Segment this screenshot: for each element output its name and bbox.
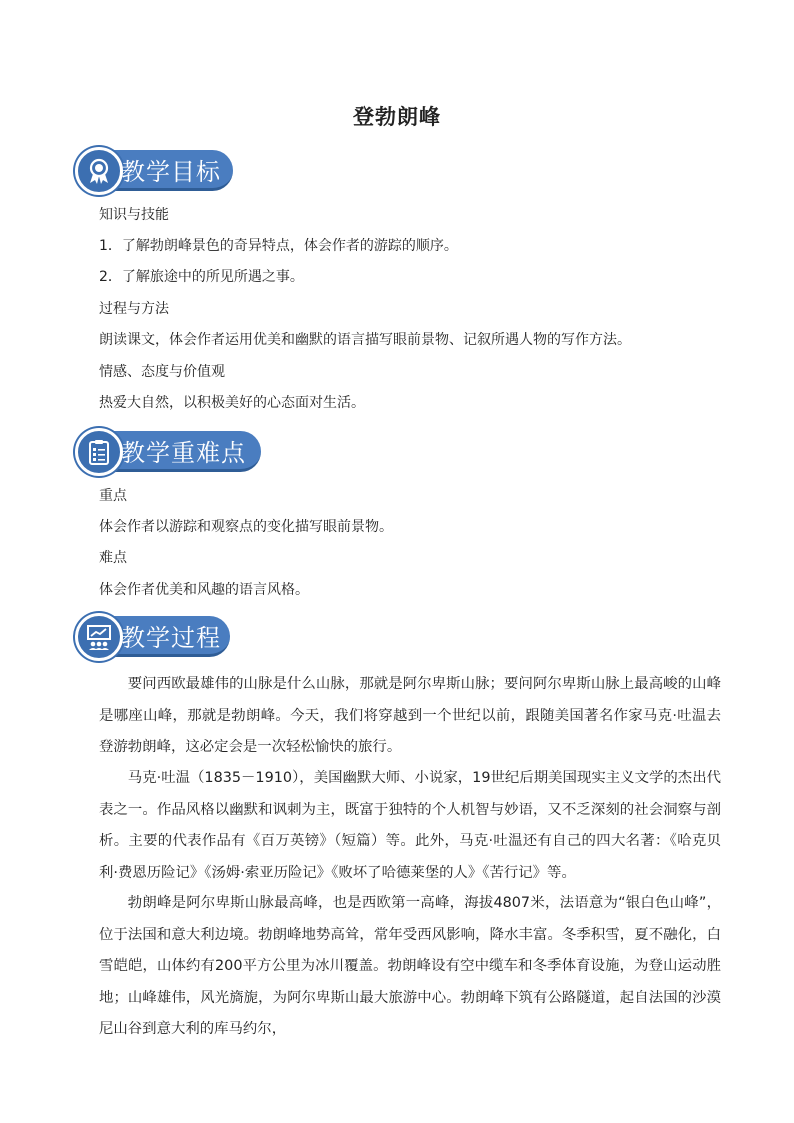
paragraph: 要问西欧最雄伟的山脉是什么山脉，那就是阿尔卑斯山脉；要问阿尔卑斯山脉上最高峻的山峰是哪座山峰，那就是勃朗峰。今天，我们将穿越到一个世纪以前，跟随美国著名作家马克·吐温去登游勃朗峰，这必定会是一次轻松愉快的旅行。	[99, 676, 721, 755]
page-title: 登勃朗峰	[353, 104, 441, 129]
award-icon	[85, 157, 113, 185]
text-line: 知识与技能	[99, 207, 169, 223]
section-heading: 教学过程	[121, 624, 221, 652]
text-line: 朗读课文，体会作者运用优美和幽默的语言描写眼前景物、记叙所遇人物的写作方法。	[99, 332, 631, 348]
paragraph: 勃朗峰是阿尔卑斯山脉最高峰，也是西欧第一高峰，海拔4807米，法语意为“银白色山峰”，位于法国和意大利边境。勃朗峰地势高耸，常年受西风影响，降水丰富。冬季积雪，夏不融化，白雪皑皑，山体约有200平方公里为冰川覆盖。勃朗峰设有空中缆车和冬季体育设施，为登山运动胜地；山峰雄伟，风光旖旎，为阿尔卑斯山最大旅游中心。勃朗峰下筑有公路隧道，起自法国的沙漠尼山谷到意大利的库马约尔，	[99, 895, 721, 1037]
text-line: 体会作者以游踪和观察点的变化描写眼前景物。	[99, 519, 393, 535]
text-line: 重点	[99, 488, 127, 504]
section-heading: 教学目标	[121, 158, 221, 186]
presentation-icon	[85, 623, 113, 651]
checklist-icon	[85, 438, 113, 466]
paragraph: 马克·吐温（1835－1910），美国幽默大师、小说家，19世纪后期美国现实主义文学的杰出代表之一。作品风格以幽默和讽刺为主，既富于独特的个人机智与妙语，又不乏深刻的社会洞察与剖析。主要的代表作品有《百万英镑》（短篇）等。此外，马克·吐温还有自己的四大名著：《哈克贝利·费恩历险记》《汤姆·索亚历险记》《败坏了哈德莱堡的人》《苦行记》等。	[99, 770, 721, 881]
section-banner-objectives	[75, 148, 235, 190]
text-line: 情感、态度与价值观	[99, 364, 225, 380]
section-heading: 教学重难点	[121, 439, 246, 467]
text-line: 过程与方法	[99, 301, 169, 317]
section-banner-process	[75, 614, 235, 656]
section-banner-key-points	[75, 429, 265, 471]
text-line: 体会作者优美和风趣的语言风格。	[99, 582, 309, 598]
text-line: 热爱大自然，以积极美好的心态面对生活。	[99, 395, 365, 411]
text-line: 2．了解旅途中的所见所遇之事。	[99, 269, 304, 285]
text-line: 难点	[99, 550, 127, 566]
text-line: 1．了解勃朗峰景色的奇异特点，体会作者的游踪的顺序。	[99, 238, 458, 254]
